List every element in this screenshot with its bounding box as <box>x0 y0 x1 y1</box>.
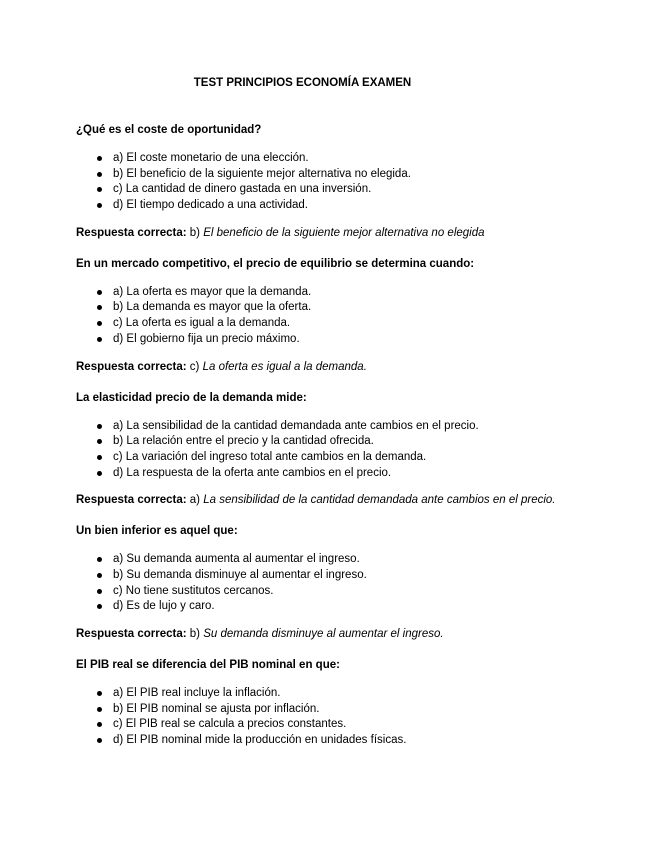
option-text: c) La variación del ingreso total ante cambios en la demanda. <box>113 450 427 463</box>
answer-label: Respuesta correcta: <box>76 360 187 373</box>
question-text: Un bien inferior es aquel que: <box>76 525 238 538</box>
question-text: En un mercado competitivo, el precio de equilibrio se determina cuando: <box>76 257 475 270</box>
question-text: El PIB real se diferencia del PIB nominal en que: <box>76 659 340 671</box>
option-text: d) La respuesta de la oferta ante cambios en el precio. <box>113 466 392 479</box>
option-text: a) El coste monetario de una elección. <box>113 152 309 164</box>
option-item <box>97 151 616 167</box>
option-text: a) Su demanda aumenta al aumentar el ingreso. <box>113 553 360 566</box>
question-text: La elasticidad precio de la demanda mide: <box>76 391 307 404</box>
option-item <box>97 182 616 198</box>
option-item <box>97 285 616 301</box>
bullet-icon <box>97 455 102 460</box>
answer-label: Respuesta correcta: <box>76 628 187 640</box>
option-item <box>97 167 616 183</box>
question-block <box>76 123 616 240</box>
option-item <box>97 332 616 348</box>
answer-text: Su demanda disminuye al aumentar el ingreso. <box>203 628 444 640</box>
bullet-icon <box>97 573 102 578</box>
bullet-icon <box>97 471 102 476</box>
bullet-icon <box>97 187 102 192</box>
answer-letter: c) <box>189 360 200 373</box>
bullet-icon <box>97 337 102 342</box>
option-item <box>97 584 616 600</box>
answer-letter: a) <box>189 494 201 507</box>
answer-line <box>76 627 616 641</box>
answer-text: La sensibilidad de la cantidad demandada ante cambios en el precio. <box>203 494 556 507</box>
option-item <box>97 198 616 214</box>
option-text: c) La oferta es igual a la demanda. <box>113 317 291 330</box>
answer-letter: b) <box>189 226 201 239</box>
option-text: d) El tiempo dedicado a una actividad. <box>113 199 308 212</box>
option-item <box>97 434 616 450</box>
options-list <box>76 419 616 482</box>
options-list <box>76 552 616 615</box>
answer-label: Respuesta correcta: <box>76 494 187 507</box>
option-item <box>97 419 616 435</box>
option-item <box>97 717 616 733</box>
option-text: c) No tiene sustitutos cercanos. <box>113 584 274 597</box>
document-title: TEST PRINCIPIOS ECONOMÍA EXAMEN <box>193 77 412 89</box>
option-item <box>97 466 616 482</box>
bullet-icon <box>97 305 102 310</box>
option-text: b) La demanda es mayor que la oferta. <box>113 301 312 314</box>
question-block <box>76 524 616 641</box>
option-item <box>97 300 616 316</box>
bullet-icon <box>97 557 102 562</box>
option-text: c) El PIB real se calcula a precios constantes. <box>113 718 347 731</box>
option-text: d) Es de lujo y caro. <box>113 600 215 613</box>
bullet-icon <box>97 172 102 177</box>
bullet-icon <box>97 439 102 444</box>
answer-text: La oferta es igual a la demanda. <box>202 360 367 373</box>
answer-label: Respuesta correcta: <box>76 226 187 239</box>
answer-text: El beneficio de la siguiente mejor alternativa no elegida <box>203 226 485 239</box>
options-list <box>76 285 616 348</box>
bullet-icon <box>97 589 102 594</box>
answer-letter: b) <box>189 628 201 640</box>
option-item <box>97 599 616 615</box>
answer-line <box>76 226 616 240</box>
option-text: b) El beneficio de la siguiente mejor alternativa no elegida. <box>113 167 411 180</box>
option-text: a) La sensibilidad de la cantidad demandada ante cambios en el precio. <box>113 419 479 432</box>
bullet-icon <box>97 424 102 429</box>
option-text: a) El PIB real incluye la inflación. <box>113 687 281 699</box>
options-list <box>76 151 616 214</box>
bullet-icon <box>97 691 102 696</box>
option-text: c) La cantidad de dinero gastada en una inversión. <box>113 183 372 196</box>
bullet-icon <box>97 156 102 161</box>
bullet-icon <box>97 321 102 326</box>
option-item <box>97 552 616 568</box>
bullet-icon <box>97 203 102 208</box>
option-item <box>97 686 616 702</box>
question-block <box>76 658 616 749</box>
option-text: d) El PIB nominal mide la producción en unidades físicas. <box>113 734 407 747</box>
question-block <box>76 391 616 508</box>
answer-line <box>76 493 616 507</box>
option-item <box>97 568 616 584</box>
option-item <box>97 702 616 718</box>
bullet-icon <box>97 722 102 727</box>
bullet-icon <box>97 738 102 743</box>
bullet-icon <box>97 707 102 712</box>
options-list <box>76 686 616 749</box>
document-content <box>76 123 616 749</box>
question-block <box>76 257 616 374</box>
option-text: b) La relación entre el precio y la cantidad ofrecida. <box>113 435 374 448</box>
option-text: a) La oferta es mayor que la demanda. <box>113 285 312 298</box>
bullet-icon <box>97 290 102 295</box>
option-text: b) Su demanda disminuye al aumentar el ingreso. <box>113 568 367 581</box>
option-text: d) El gobierno fija un precio máximo. <box>113 332 300 345</box>
bullet-icon <box>97 604 102 609</box>
option-text: b) El PIB nominal se ajusta por inflación. <box>113 702 320 715</box>
question-text: ¿Qué es el coste de oportunidad? <box>76 124 262 136</box>
answer-line <box>76 360 616 374</box>
option-item <box>97 733 616 749</box>
option-item <box>97 316 616 332</box>
option-item <box>97 450 616 466</box>
